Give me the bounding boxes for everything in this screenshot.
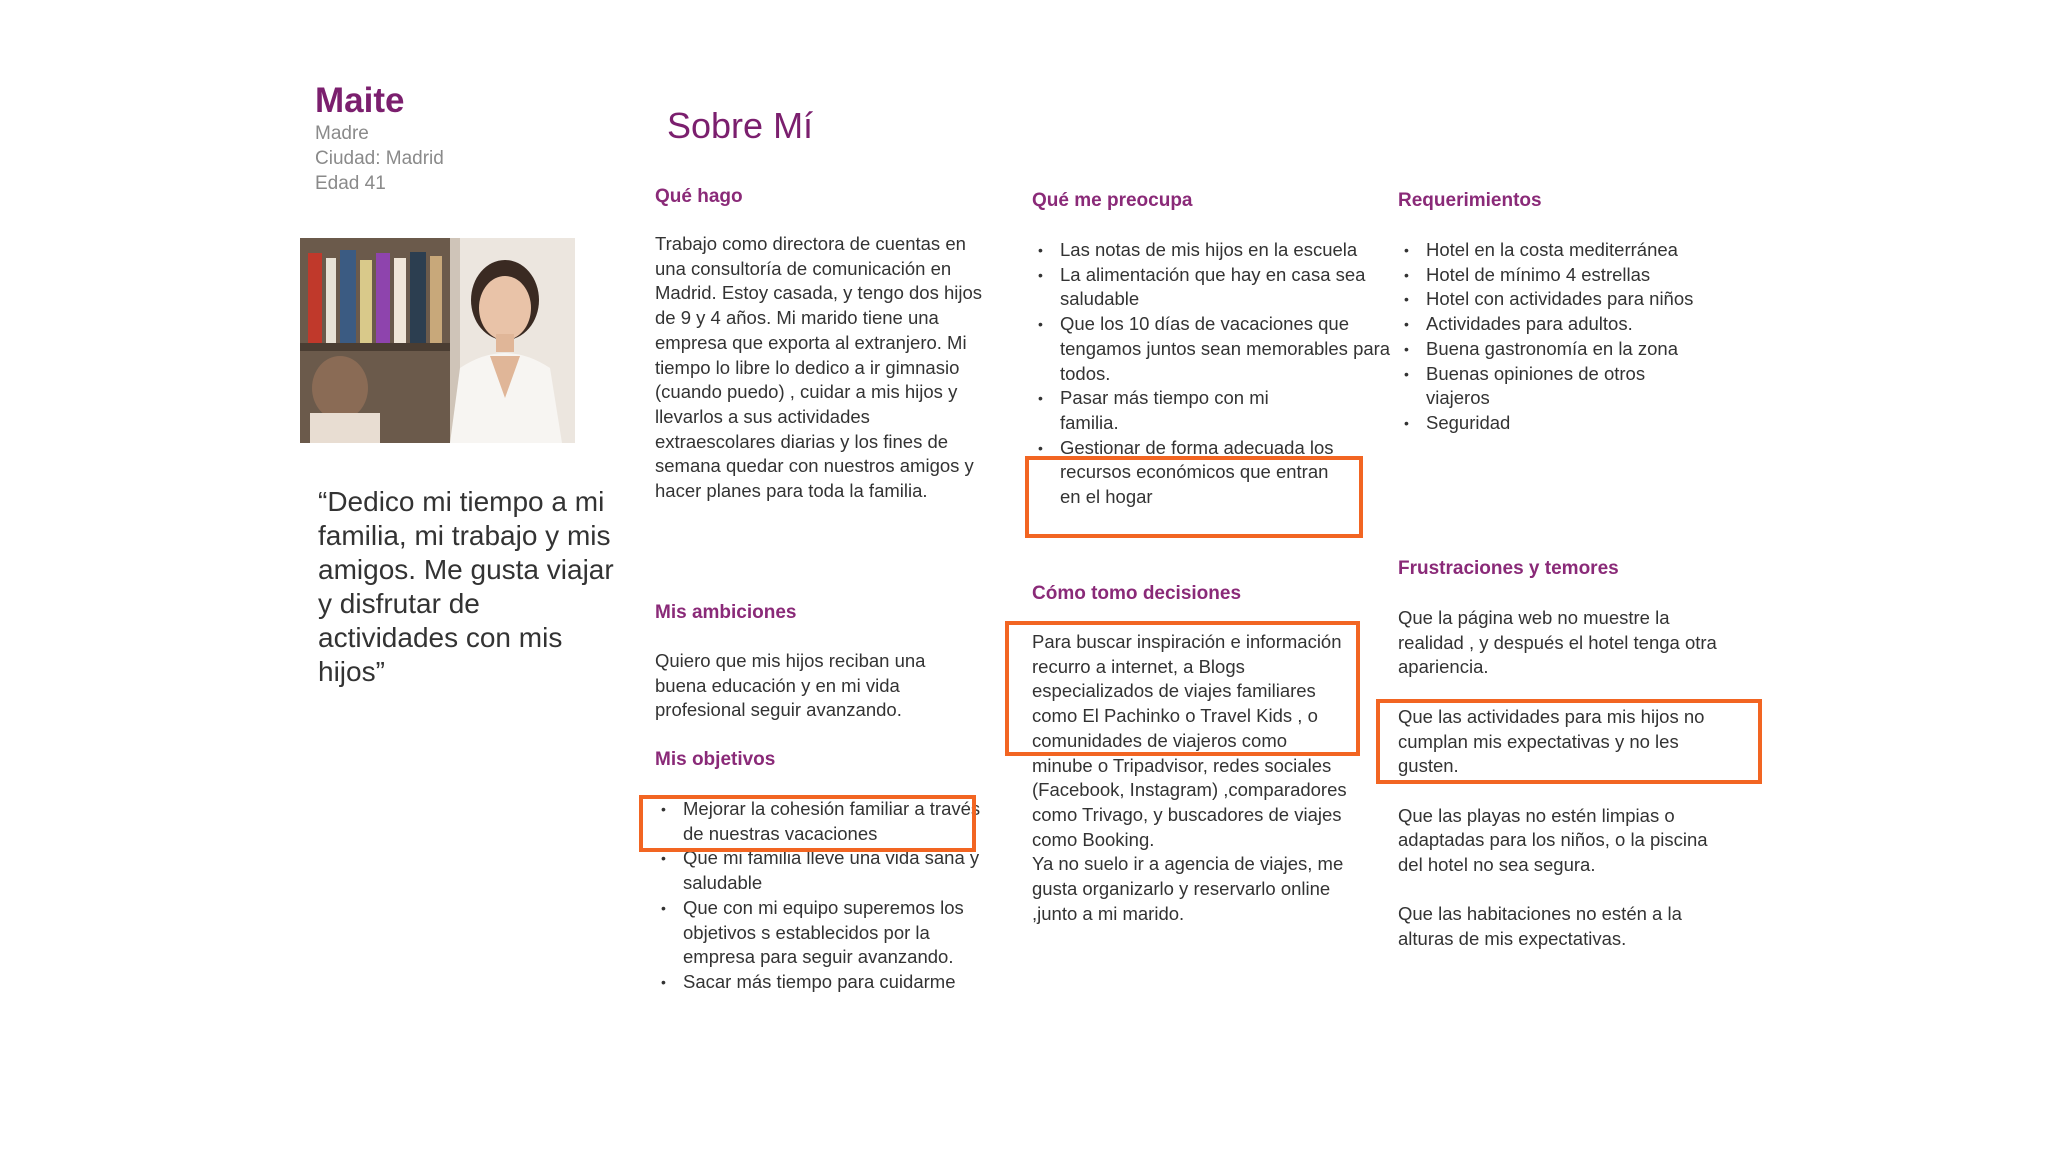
frustracion-item: Que las playas no estén limpias o adaptadas para los niños, o la piscina del hotel no sea segura. xyxy=(1398,804,1708,875)
frustracion-item: Que la página web no muestre la realidad , y después el hotel tenga otra apariencia. xyxy=(1398,607,1717,678)
decisiones-paragraph: Ya no suelo ir a agencia de viajes, me gusta organizarlo y reservarlo online ,junto a mi marido. xyxy=(1032,853,1344,924)
preocupa-list xyxy=(1032,238,1400,510)
persona-quote: “Dedico mi tiempo a mi familia, mi trabajo y mis amigos. Me gusta viajar y disfrutar de actividades con mis hijos” xyxy=(318,486,614,687)
list-item: • Gestionar de forma adecuada los recursos económicos que entran en el hogar xyxy=(1060,436,1345,510)
objetivos-list xyxy=(655,797,983,995)
list-item: • Hotel de mínimo 4 estrellas xyxy=(1426,263,1766,288)
decisiones-heading: Cómo tomo decisiones xyxy=(1032,583,1242,604)
list-item: • Hotel con actividades para niños xyxy=(1426,287,1766,312)
list-item: • Buenas opiniones de otros viajeros xyxy=(1426,362,1686,411)
list-item: • Buena gastronomía en la zona xyxy=(1426,337,1766,362)
ambiciones-text: Quiero que mis hijos reciban una buena educación y en mi vida profesional seguir avanzando. xyxy=(655,650,926,721)
persona-role: Madre xyxy=(315,122,369,144)
list-item: • Pasar más tiempo con mi familia. xyxy=(1060,386,1330,435)
ambiciones-heading: Mis ambiciones xyxy=(655,602,797,623)
persona-name: Maite xyxy=(315,81,405,120)
list-item: • Que con mi equipo superemos los objetivos s establecidos por la empresa para seguir avanzando. xyxy=(683,896,983,970)
list-item: • Mejorar la cohesión familiar a través de nuestras vacaciones xyxy=(683,797,983,846)
list-item: • Hotel en la costa mediterránea xyxy=(1426,238,1766,263)
list-item: • Que los 10 días de vacaciones que tengamos juntos sean memorables para todos. xyxy=(1060,312,1400,386)
list-item: • Sacar más tiempo para cuidarme xyxy=(683,970,983,995)
list-item: • La alimentación que hay en casa sea saludable xyxy=(1060,263,1400,312)
preocupa-heading: Qué me preocupa xyxy=(1032,190,1193,211)
list-item: • Que mi familia lleve una vida sana y saludable xyxy=(683,846,983,895)
objetivos-heading: Mis objetivos xyxy=(655,749,776,770)
persona-age: Edad 41 xyxy=(315,172,386,194)
woman-portrait-image xyxy=(300,238,575,443)
list-item: • Seguridad xyxy=(1426,411,1766,436)
persona-header xyxy=(315,82,444,196)
frustracion-item: Que las habitaciones no estén a la alturas de mis expectativas. xyxy=(1398,903,1682,950)
persona-city: Ciudad: Madrid xyxy=(315,147,444,169)
requerimientos-list xyxy=(1398,238,1766,436)
page-title: Sobre Mí xyxy=(667,105,814,146)
list-item: • Las notas de mis hijos en la escuela xyxy=(1060,238,1400,263)
persona-photo xyxy=(300,238,575,443)
requerimientos-heading: Requerimientos xyxy=(1398,190,1542,211)
frustraciones-heading: Frustraciones y temores xyxy=(1398,558,1619,579)
frustracion-item: Que las actividades para mis hijos no cumplan mis expectativas y no les gusten. xyxy=(1398,705,1705,777)
decisiones-paragraph: Para buscar inspiración e información recurro a internet, a Blogs especializados de viajes familiares como El Pachinko o Travel Kids , o comunidades de viajeros como minube o Tripadvisor, redes sociales (Facebook, Instagram) ,comparadores como Trivago, y buscadores de viajes como Booking. xyxy=(1032,631,1347,850)
frustraciones-text xyxy=(1398,606,1723,952)
list-item: • Actividades para adultos. xyxy=(1426,312,1766,337)
decisiones-text xyxy=(1032,630,1350,926)
que-hago-text: Trabajo como directora de cuentas en una consultoría de comunicación en Madrid. Estoy casada, y tengo dos hijos de 9 y 4 años. Mi marido tiene una empresa que exporta al extranjero. Mi tiempo lo libre lo dedico a ir gimnasio (cuando puedo) , cuidar a mis hijos y llevarlos a sus actividades extraescolares diarias y los fines de semana quedar con nuestros amigos y hacer planes para toda la familia. xyxy=(655,233,983,502)
que-hago-heading: Qué hago xyxy=(655,186,743,207)
